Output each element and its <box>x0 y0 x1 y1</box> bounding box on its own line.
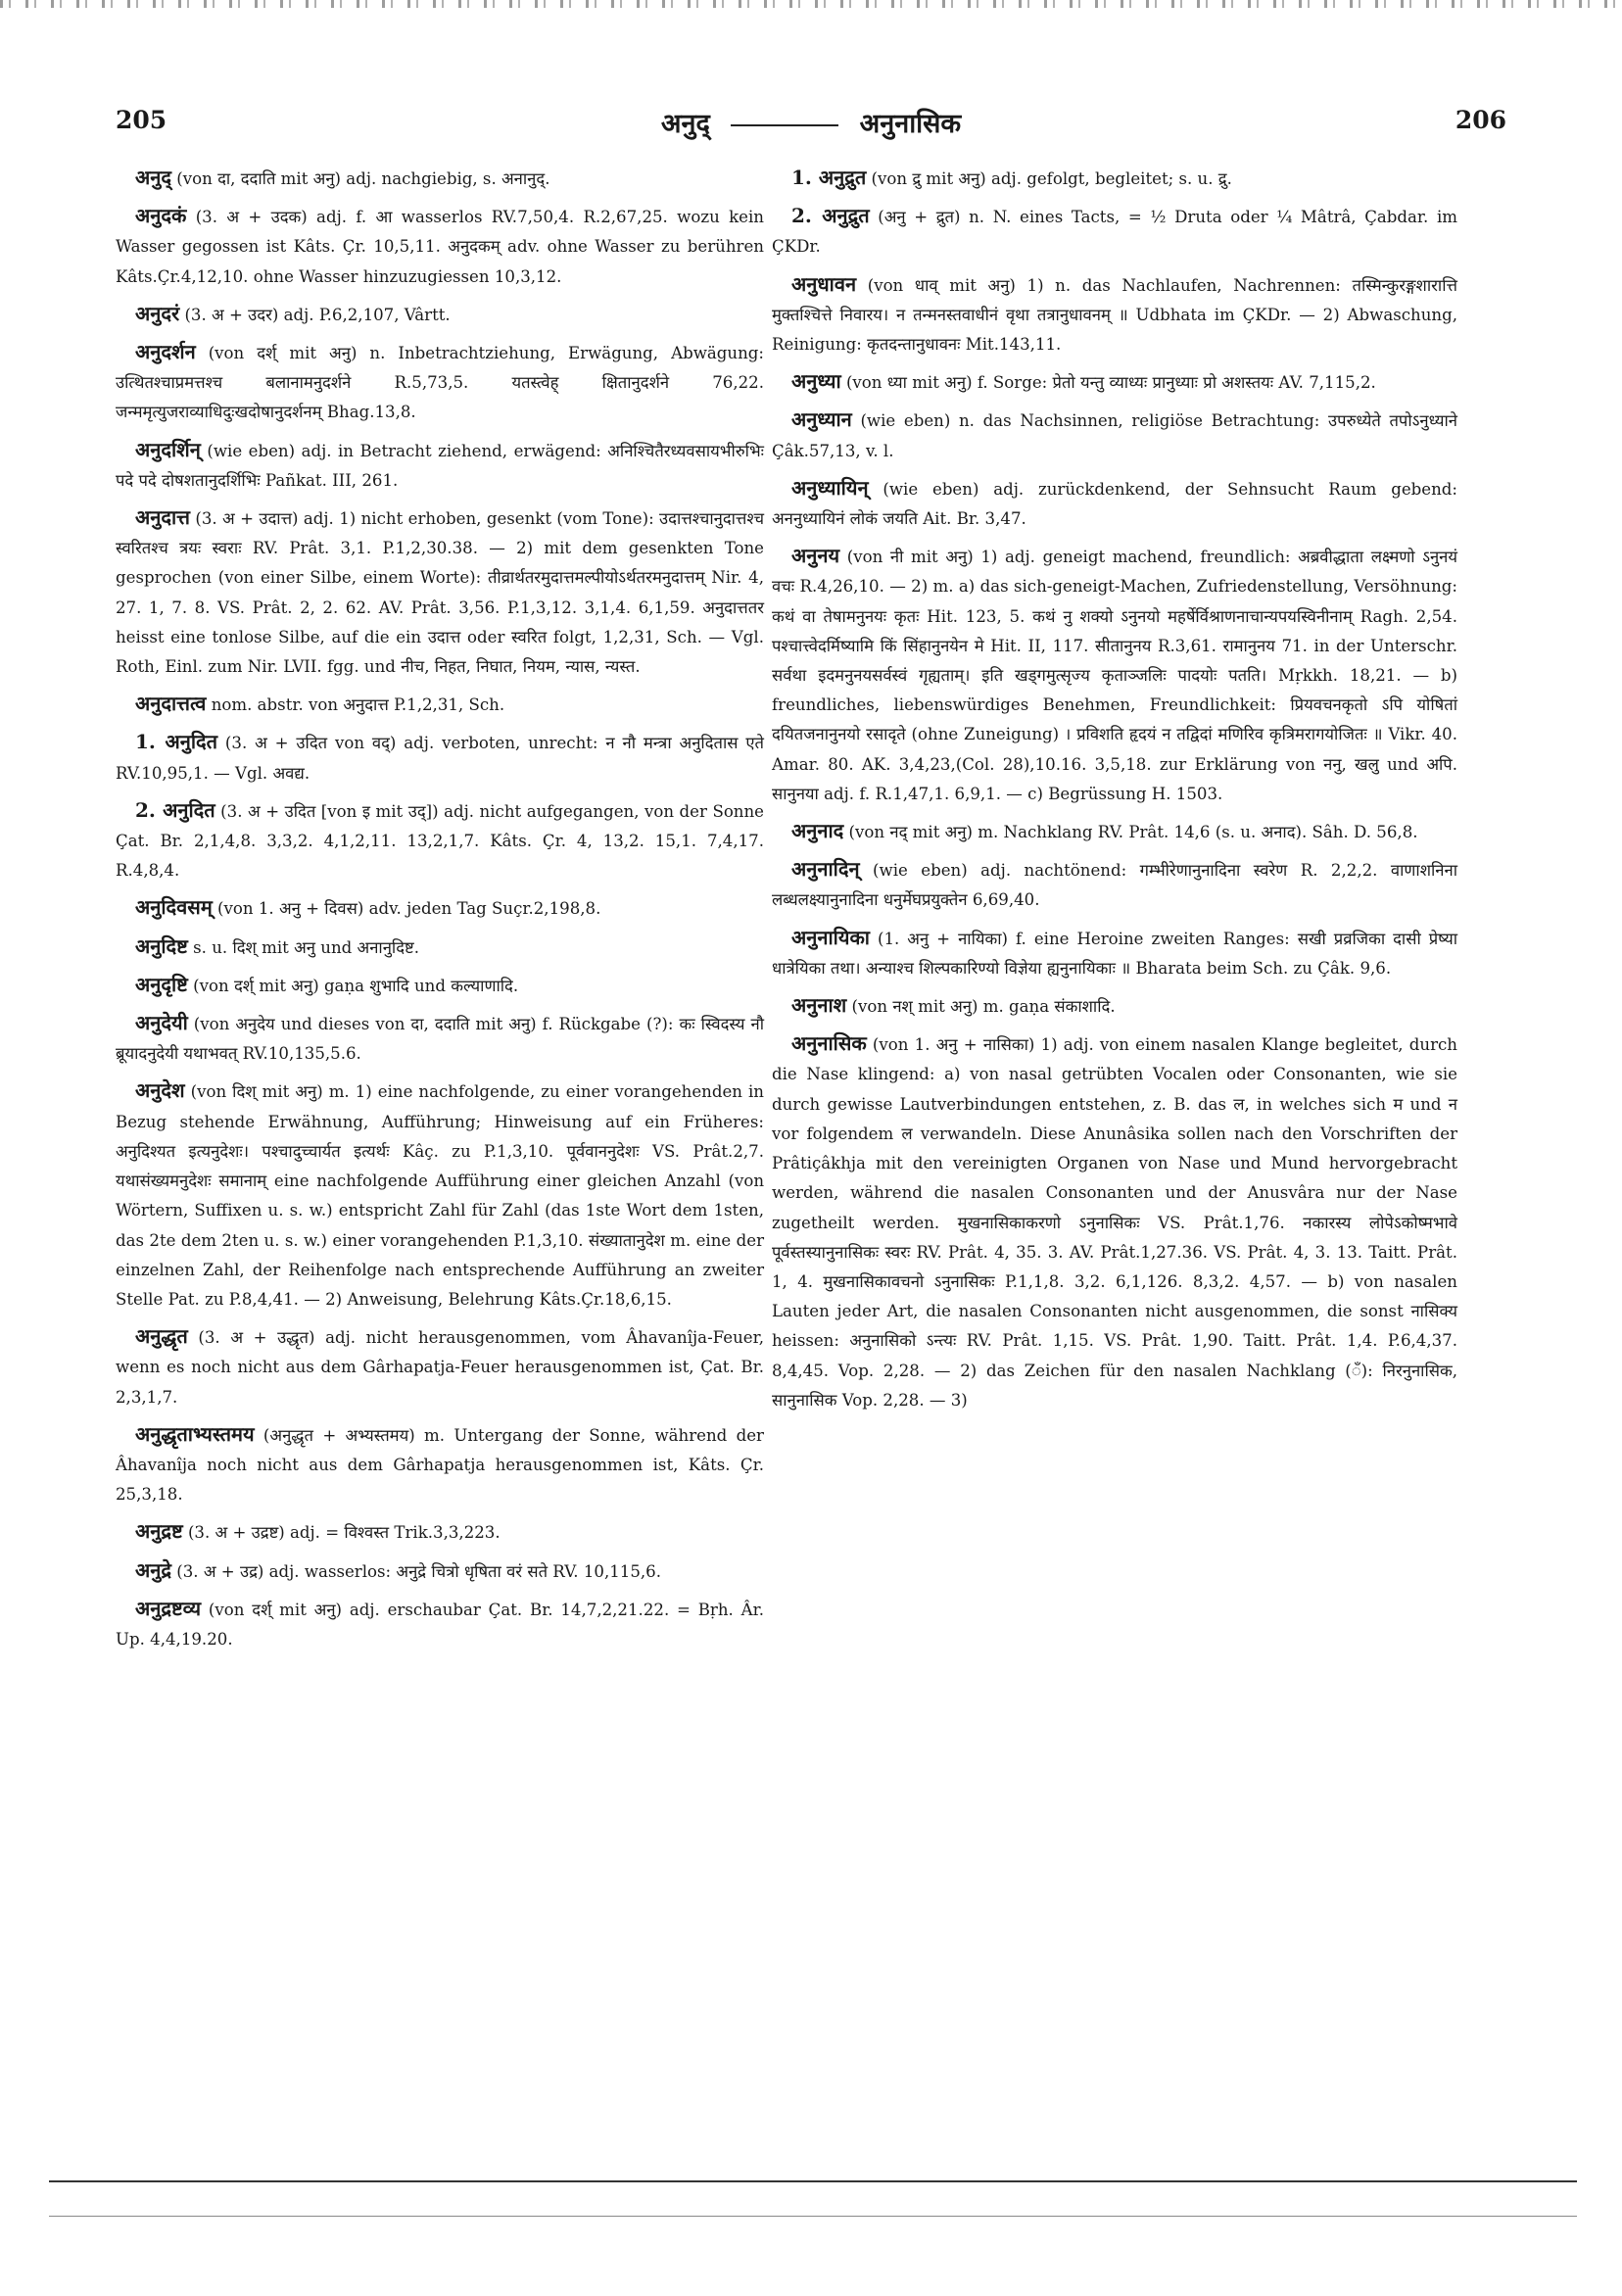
entry-headword: अनुद्रष्ट <box>135 1519 183 1544</box>
dictionary-entry <box>772 163 1457 194</box>
entry-text: (von नी mit अनु) 1) adj. geneigt machend, freundlich: अब्रवीद्धाता लक्ष्मणो ऽनुनयं वचः R.4,26,10. — 2) m. a) das sich-geneigt-Machen, Zufriedenstellung, Versöhnung: कथं वा तेषामनुनयः कृतः Hit. 123, 5. कथं नु शक्यो ऽनुनयो महर्षेर्विश्राणनाचान्यपयस्विनीनाम् Ragh. 2,54. पश्चात्त्वेदर्मिष्यामि किं सिंहानुनयेन मे Hit. II, 117. सीतानुनय R.3,61. रामानुनय 71. in der Unterschr. सर्वथा इदमनुनयसर्वस्वं गृह्यताम्। इति खड्गमुत्सृज्य कृताञ्जलिः पादयोः पतति। Mṛkkh. 18,21. — b) freundliches, liebenswürdiges Benehmen, Freundlichkeit: प्रियवचनकृतो ऽपि योषितां दयितजनानुनयो रसादृते (ohne Zuneigung) । प्रविशति हृदयं न तद्विदां मणिरिव कृत्रिमरागयोजितः ॥ Vikr. 40. Amar. 80. AK. 3,4,23,(Col. 28),10.16. 3,5,18. zur Erklärung von ननु, खलु und अपि. सानुनया adj. f. R.1,47,1. 6,9,1. — c) Begrüssung H. 1503. <box>772 548 1457 803</box>
entry-headword: अनुदकं <box>135 204 187 228</box>
entry-headword: अनुदर्शन <box>135 340 196 364</box>
entry-headword: अनुदिष्ट <box>135 933 188 958</box>
entry-text: (3. अ + उद्रष्ट) adj. = विश्वस्त Trik.3,3,223. <box>182 1523 501 1543</box>
entry-headword: अनुदात्त <box>135 505 190 530</box>
entry-text: (von नद् mit अनु) m. Nachklang RV. Prât. 14,6 (s. u. अनाद). Sâh. D. 56,8. <box>843 823 1418 842</box>
entry-headword: अनुदेयी <box>135 1011 188 1035</box>
dictionary-entry <box>116 1516 764 1548</box>
entry-headword: अनुदात्तत्व <box>135 692 207 716</box>
entry-text: (अनु + द्रुत) n. N. eines Tacts, = ½ Druta oder ¼ Mâtrâ, Çabdar. im ÇKDr. <box>772 208 1457 257</box>
dictionary-entry <box>116 795 764 886</box>
entry-headword: 2. अनुद्रुत <box>791 204 870 228</box>
bottom-rule <box>49 2180 1577 2182</box>
entry-text: (3. अ + उद्र) adj. wasserlos: अनुद्रे चित्रो धृषिता वरं सते RV. 10,115,6. <box>171 1561 662 1581</box>
dictionary-entry <box>772 854 1457 915</box>
entry-text: (wie eben) adj. zurückdenkend, der Sehnsucht Raum gebend: अननुध्यायिनं लोकं जयति Ait. Br. 3,47. <box>772 479 1457 529</box>
entry-headword: अनुद्धृत <box>135 1324 188 1349</box>
page-number-left: 205 <box>116 106 167 134</box>
dictionary-entry <box>116 337 764 428</box>
running-head-left: अनुद् <box>660 109 710 139</box>
right-column <box>772 163 1457 1422</box>
entry-headword: अनुदर्शिन् <box>135 437 201 461</box>
page-header <box>116 106 1506 145</box>
entry-text: (von दिश् mit अनु) m. 1) eine nachfolgende, zu einer vorangehenden in Bezug stehende Erwähnung, Aufführung; Hinweisung auf ein Früheres: अनुदिश्यत इत्यनुदेशः। पश्चादुच्चार्यत इत्यर्थः Kâç. zu P.1,3,10. पूर्ववाननुदेशः VS. Prât.2,7. यथासंख्यमनुदेशः समानाम् eine nachfolgende Aufführung einer gleichen Anzahl (von Wörtern, Suffixen u. s. w.) entspricht Zahl für Zahl (das 1ste Wort dem 1sten, das 2te dem 2ten u. s. w.) einer vorangehenden P.1,3,10. संख्यातानुदेश m. eine der einzelnen Zahl, der Reihenfolge nach entsprechende Aufführung an zweiter Stelle Pat. zu P.8,4,41. — 2) Anweisung, Belehrung Kâts.Çr.18,6,15. <box>116 1082 764 1309</box>
entry-text: (wie eben) adj. nachtönend: गम्भीरेणानुनादिना स्वरेण R. 2,2,2. वाणाशनिना लब्धलक्ष्यानुनादिना धनुर्मेघप्रयुक्तेन 6,69,40. <box>772 861 1457 910</box>
entry-headword: अनुनाद <box>791 819 844 843</box>
entry-headword: अनुदिवसम् <box>135 895 213 920</box>
dictionary-entry <box>116 970 764 1001</box>
entry-text: (von दर्श् mit अनु) n. Inbetrachtziehung, Erwägung, Abwägung: उत्थितश्चाप्रमत्तश्च बलानामनुदर्शने R.5,73,5. यतस्त्वेह् क्षितानुदर्शने 76,22. जन्ममृत्युजराव्याधिदुःखदोषानुदर्शनम् Bhag.13,8. <box>116 344 764 422</box>
entry-headword: अनुनासिक <box>791 1031 867 1056</box>
dash-rule <box>731 124 838 126</box>
entry-headword: अनुधावन <box>791 271 857 296</box>
entry-text: (3. अ + उदित von वद्) adj. verboten, unrecht: न नौ मन्त्रा अनुदितास एते RV.10,95,1. — Vgl. अवद्य. <box>116 734 765 783</box>
dictionary-entry <box>116 502 764 682</box>
entry-headword: 1. अनुदित <box>135 730 218 754</box>
dictionary-entry <box>772 473 1457 534</box>
entry-text: (von 1. अनु + दिवस) adv. jeden Tag Suçr.2,198,8. <box>212 899 601 919</box>
entry-text: (wie eben) adj. in Betracht ziehend, erwägend: अनिश्चितैरध्यवसायभीरुभिः पदे पदे दोषशतानुदर्शिभिः Pañkat. III, 261. <box>116 441 764 490</box>
entry-headword: अनुद्रे <box>135 1557 171 1582</box>
entry-text: (von दर्श् mit अनु) gaṇa शुभादि und कल्याणादि. <box>187 976 519 995</box>
entry-headword: अनुनाश <box>791 993 847 1018</box>
dictionary-entry <box>116 1594 764 1654</box>
entry-headword: 2. अनुदित <box>135 797 215 822</box>
entry-headword: अनुनायिका <box>791 925 870 949</box>
bottom-rule-thin <box>49 2216 1577 2217</box>
page-number-right: 206 <box>1455 106 1506 134</box>
entry-headword: अनुदरं <box>135 301 180 325</box>
entry-text: (von ध्या mit अनु) f. Sorge: प्रेतो यन्तु व्याध्यः प्रानुध्याः प्रो अशस्तयः AV. 7,115,2. <box>840 373 1376 393</box>
entry-headword: अनुध्या <box>791 369 841 394</box>
dictionary-entry <box>116 1008 764 1069</box>
entry-text: (3. अ + उद्धृत) adj. nicht herausgenommen, vom Âhavanîja-Feuer, wenn es noch nicht aus dem Gârhapatja-Feuer herausgenommen ist, Çat. Br. 2,3,1,7. <box>116 1328 764 1407</box>
dictionary-entry <box>116 163 764 194</box>
dictionary-entry <box>772 1028 1457 1415</box>
entry-headword: अनुद्रष्टव्य <box>135 1596 202 1620</box>
dictionary-entry <box>116 892 764 924</box>
dictionary-entry <box>116 1419 764 1510</box>
dictionary-entry <box>116 201 764 292</box>
dictionary-entry <box>116 1321 764 1412</box>
entry-text: nom. abstr. von अनुदात्त P.1,2,31, Sch. <box>206 695 505 715</box>
entry-text: (अनुद्धृत + अभ्यस्तमय) m. Untergang der Sonne, während der Âhavanîja noch nicht aus dem Gârhapatja herausgenommen ist, Kâts. Çr. 25,3,18. <box>116 1425 764 1505</box>
entry-text: (3. अ + उदक) adj. f. आ wasserlos RV.7,50,4. R.2,67,25. wozu kein Wasser gegossen ist Kâts. Çr. 10,5,11. अनुदकम् adv. ohne Wasser zu berühren Kâts.Çr.4,12,10. ohne Wasser hinzuzugiessen 10,3,12. <box>116 208 764 286</box>
entry-text: (wie eben) n. das Nachsinnen, religiöse Betrachtung: उपरुध्येते तपोऽनुध्याने Çâk.57,13, v. l. <box>772 411 1457 460</box>
entry-headword: अनुदेश <box>135 1078 185 1103</box>
running-headwords <box>116 104 1506 140</box>
dictionary-entry <box>772 990 1457 1022</box>
entry-headword: 1. अनुद्रुत <box>791 166 867 189</box>
dictionary-entry <box>116 435 764 496</box>
dictionary-entry <box>772 201 1457 262</box>
entry-text: (von नश् mit अनु) m. gaṇa संकाशादि. <box>846 997 1116 1017</box>
entry-text: (3. अ + उदित [von इ mit उद्]) adj. nicht aufgegangen, von der Sonne Çat. Br. 2,1,4,8. 3,3,2. 4,1,2,11. 13,2,1,7. Kâts. Çr. 4, 13,2. 15,1. 7,4,17. R.4,8,4. <box>116 801 764 881</box>
entry-headword: अनुनय <box>791 544 840 568</box>
dictionary-entry <box>772 405 1457 465</box>
entry-headword: अनुद्धृताभ्यस्तमय <box>135 1421 255 1446</box>
entry-headword: अनुनादिन् <box>791 857 860 882</box>
entry-text: (von द्रु mit अनु) adj. gefolgt, begleitet; s. u. द्रु. <box>866 169 1232 188</box>
entry-text: s. u. दिश् mit अनु und अनानुदिष्ट. <box>187 937 420 957</box>
dictionary-entry <box>116 727 764 788</box>
entry-text: (von 1. अनु + नासिका) 1) adj. von einem nasalen Klange begleitet, durch die Nase klingend: a) von nasal getrübten Vocalen oder Consonanten, wie sie durch gewisse Lautverbindungen entstehen, z. B. das ल, in welches sich म und न vor folgendem ल verwandeln. Diese Anunâsika sollen nach den Vorschriften der Prâtiçâkhja mit den vereinigten Organen von Nase und Mund hervorgebracht werden, während die nasalen Consonanten und der Anusvâra nur der Nase zugetheilt werden. मुखनासिकाकरणो ऽनुनासिकः VS. Prât.1,76. नकारस्य लोपेऽकोष्मभावे पूर्वस्तस्यानुनासिकः स्वरः RV. Prât. 4, 35. 3. AV. Prât.1,27.36. VS. Prât. 4, 3. 13. Taitt. Prât. 1, 4. मुखनासिकावचनो ऽनुनासिकः P.1,1,8. 3,2. 6,1,126. 8,3,2. 4,57. — b) von nasalen Lauten jeder Art, die nasalen Consonanten nicht ausgenommen, die sonst नासिक्य heissen: अनुनासिको ऽन्त्यः RV. Prât. 1,15. VS. Prât. 1,90. Taitt. Prât. 1,4. P.6,4,37. 8,4,45. Vop. 2,28. — 2) das Zeichen für den nasalen Nachklang (ँ): निरनुनासिक, सानुनासिक Vop. 2,28. — 3) <box>772 1035 1457 1410</box>
entry-headword: अनुदृष्टि <box>135 972 188 996</box>
dictionary-entry <box>772 366 1457 398</box>
dictionary-entry <box>772 269 1457 360</box>
entry-text: (von अनुदेय und dieses von दा, ददाति mit अनु) f. Rückgabe (?): कः स्विदस्य नौ ब्रूयादनुदेयी यथाभवत् RV.10,135,5.6. <box>116 1015 764 1064</box>
scan-edge <box>0 0 1622 8</box>
entry-text: (von दा, ददाति mit अनु) adj. nachgiebig, s. अनानुद्. <box>171 169 550 188</box>
dictionary-entry <box>116 299 764 330</box>
entry-text: (3. अ + उदर) adj. P.6,2,107, Vârtt. <box>179 305 451 324</box>
entry-text: (von धाव् mit अनु) 1) n. das Nachlaufen, Nachrennen: तस्मिन्कुरङ्गशारात्ति मुक्तश्चित्ते निवारय। न तन्मनस्तवाधीनं वृथा तत्रानुधावनम् ॥ Udbhata im ÇKDr. — 2) Abwaschung, Reinigung: कृतदन्तानुधावनः Mit.143,11. <box>772 275 1457 355</box>
dictionary-entry <box>116 932 764 963</box>
dictionary-entry <box>772 923 1457 983</box>
dictionary-entry <box>772 541 1457 809</box>
running-head-right: अनुनासिक <box>859 109 962 139</box>
dictionary-entry <box>116 689 764 720</box>
entry-text: (3. अ + उदात्त) adj. 1) nicht erhoben, gesenkt (vom Tone): उदात्तश्चानुदात्तश्च स्वरितश्च त्रयः स्वराः RV. Prât. 3,1. P.1,2,30.38. — 2) mit dem gesenkten Tone gesprochen (von einer Silbe, einem Worte): तीव्रार्थतरमुदात्तमल्पीयोऽर्थतरमनुदात्तम् Nir. 4, 27. 1, 7. 8. VS. Prât. 2, 2. 62. AV. Prât. 3,56. P.1,3,12. 3,1,4. 6,1,59. अनुदात्ततर heisst eine tonlose Silbe, auf die ein उदात्त oder स्वरित folgt, 1,2,31, Sch. — Vgl. Roth, Einl. zum Nir. LVII. fgg. und नीच, निहत, निघात, नियम, न्यास, न्यस्त. <box>116 509 764 677</box>
entry-text: (von दर्श् mit अनु) adj. erschaubar Çat. Br. 14,7,2,21.22. = Bṛh. Âr. Up. 4,4,19.20. <box>116 1600 764 1649</box>
entry-headword: अनुध्यायिन् <box>791 475 869 500</box>
left-column <box>116 163 764 1661</box>
dictionary-entry <box>116 1076 764 1315</box>
dictionary-entry <box>116 1555 764 1587</box>
dictionary-entry <box>772 816 1457 847</box>
entry-text: (1. अनु + नायिका) f. eine Heroine zweiten Ranges: सखी प्रव्रजिका दासी प्रेष्या धात्रेयिका तथा। अन्याश्च शिल्पकारिण्यो विज्ञेया ह्यनुनायिकाः ॥ Bharata beim Sch. zu Çâk. 9,6. <box>772 929 1457 978</box>
entry-headword: अनुद् <box>135 166 171 189</box>
entry-headword: अनुध्यान <box>791 407 852 432</box>
